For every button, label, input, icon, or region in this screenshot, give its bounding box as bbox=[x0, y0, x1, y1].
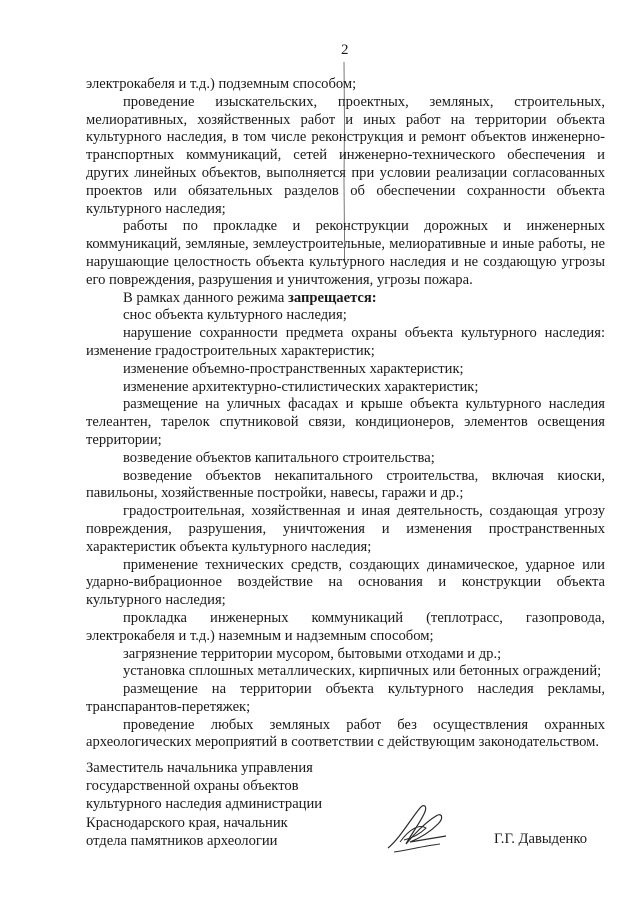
paragraph: изменение объемно-пространственных характеристик; bbox=[123, 360, 464, 377]
regime-prefix: В рамках данного режима bbox=[123, 289, 288, 306]
paragraph: проведение любых земляных работ без осуществления охранных археологических мероприятий в соответствии с действующим законодательством. bbox=[86, 716, 605, 751]
signatory-line: отдела памятников археологии bbox=[86, 832, 278, 849]
signatory-title bbox=[86, 759, 322, 850]
paragraph: снос объекта культурного наследия; bbox=[123, 307, 347, 324]
regime-heading bbox=[86, 290, 605, 308]
paragraph: градостроительная, хозяйственная и иная деятельность, создающая угрозу повреждения, разрушения, уничтожения и изменения пространственных характеристик объекта культурного наследия; bbox=[86, 503, 605, 555]
signatory-name: Г.Г. Давыденко bbox=[494, 831, 588, 847]
signatory-line: культурного наследия администрации bbox=[86, 796, 323, 813]
paragraph: изменение архитектурно-стилистических характеристик; bbox=[123, 378, 479, 395]
regime-keyword: запрещается: bbox=[288, 289, 377, 306]
paragraph: установка сплошных металлических, кирпичных или бетонных ограждений; bbox=[123, 663, 602, 680]
paragraph: размещение на территории объекта культурного наследия рекламы, транспарантов-перетяжек; bbox=[86, 681, 605, 715]
paragraph: прокладка инженерных коммуникаций (теплотрасс, газопровода, электрокабеля и т.д.) наземным и надземным способом; bbox=[86, 609, 605, 644]
paragraph: работы по прокладке и реконструкции дорожных и инженерных коммуникаций, земляные, землеустроительные, мелиоративные и иные работы, не нарушающие целостность объекта культурного наследия и не создающую угрозы его повреждения, разрушения и уничтожения, угрозы пожара. bbox=[86, 218, 605, 288]
handwritten-signature bbox=[380, 798, 455, 858]
signatory-line: Краснодарского края, начальник bbox=[86, 814, 288, 831]
paragraph: загрязнение территории мусором, бытовыми отходами и др.; bbox=[123, 645, 502, 662]
paragraph: возведение объектов капитального строительства; bbox=[123, 449, 435, 466]
signatory-line: Заместитель начальника управления bbox=[86, 760, 313, 776]
paragraph: нарушение сохранности предмета охраны объекта культурного наследия: изменение градостроительных характеристик; bbox=[86, 325, 605, 359]
paragraph: возведение объектов некапитального строительства, включая киоски, павильоны, хозяйственные постройки, навесы, гаражи и др.; bbox=[86, 467, 605, 502]
paragraph: применение технических средств, создающих динамическое, ударное или ударно-вибрационное воздействие на основания и конструкции объекта культурного наследия; bbox=[86, 556, 605, 609]
paragraph: электрокабеля и т.д.) подземным способом; bbox=[86, 76, 357, 92]
paragraph: размещение на уличных фасадах и крыше объекта культурного наследия телеантен, тарелок спутниковой связи, кондиционеров, элементов освещения территории; bbox=[86, 396, 605, 448]
body-text bbox=[86, 76, 605, 752]
paragraph: проведение изыскательских, проектных, земляных, строительных, мелиоративных, хозяйственных работ и иных работ на территории объекта культурного наследия, в том числе реконструкция и ремонт объектов инженерно-транспортных коммуникаций, сетей инженерно-технического обеспечения и других линейных объектов, выполняется при условии реализации согласованных проектов или обязательных разделов об обеспечении сохранности объекта культурного наследия; bbox=[86, 93, 605, 217]
signatory-line: государственной охраны объектов bbox=[86, 778, 299, 795]
page-number: 2 bbox=[341, 42, 349, 58]
